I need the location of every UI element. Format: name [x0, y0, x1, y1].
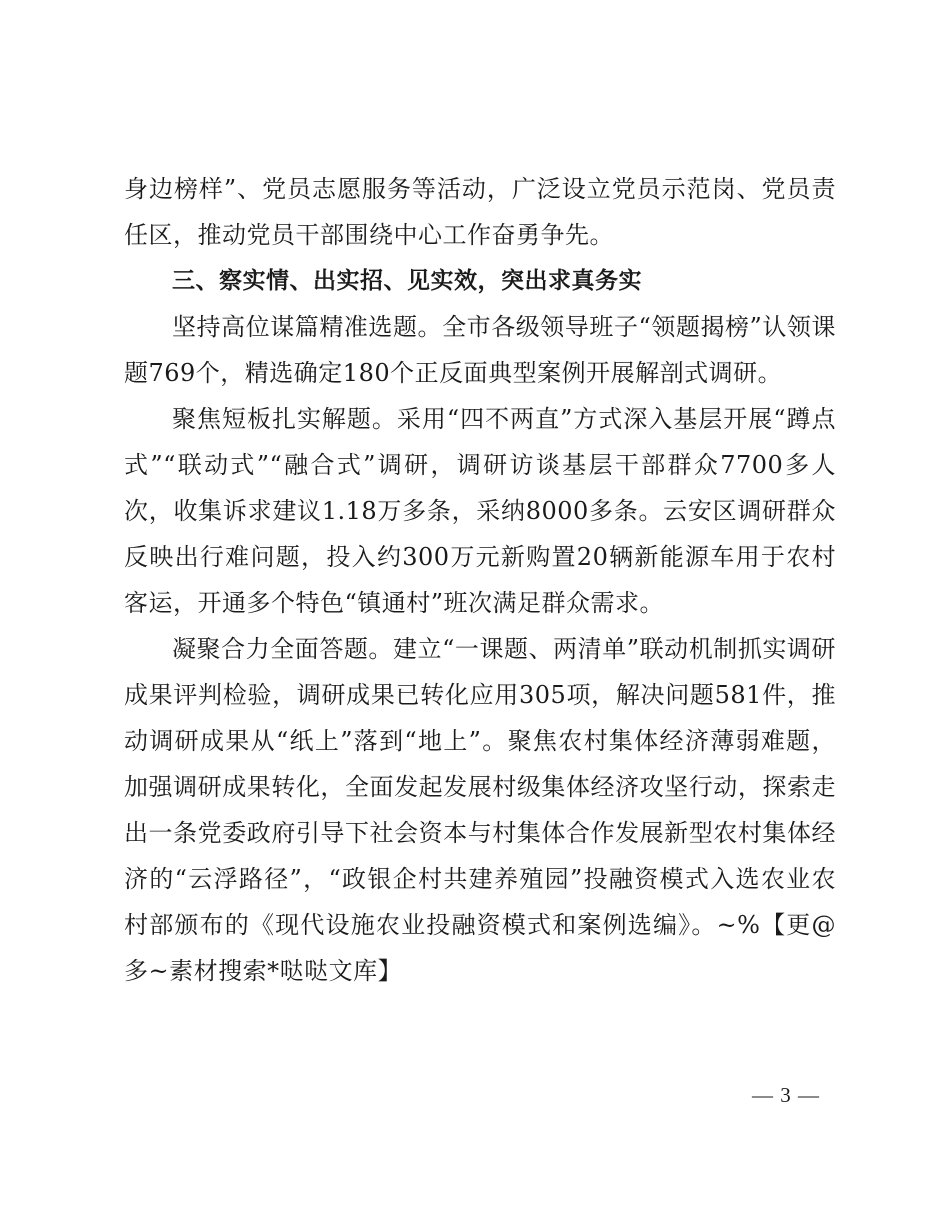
page-number: — 3 — [752, 1083, 820, 1107]
paragraph-joint-answers: 凝聚合力全面答题。建立“一课题、两清单”联动机制抓实调研成果评判检验，调研成果已转化应用305项，解决问题581件，推动调研成果从“纸上”落到“地上”。聚焦农村集体经济薄弱难题，加强调研成果转化，全面发起发展村级集体经济攻坚行动，探索走出一条党委政府引导下社会资本与村集体合作发展新型农村集体经济的“云浮路径”，“政银企村共建养殖园”投融资模式入选农业农村部颁布的《现代设施农业投融资模式和案例选编》。~%【更@多~素材搜索*哒哒文库】 [124, 635, 836, 985]
paragraph-continuation: 身边榜样”、党员志愿服务等活动，广泛设立党员示范岗、党员责任区，推动党员干部围绕中心工作奋勇争先。 [124, 175, 836, 249]
paragraph-topic-selection: 坚持高位谋篇精准选题。全市各级领导班子“领题揭榜”认领课题769个，精选确定180个正反面典型案例开展解剖式调研。 [124, 313, 836, 387]
document-body [124, 166, 836, 994]
paragraph-problem-solving: 聚焦短板扎实解题。采用“四不两直”方式深入基层开展“蹲点式”“联动式”“融合式”调研，调研访谈基层干部群众7700多人次，收集诉求建议1.18万多条，采纳8000多条。云安区调研群众反映出行难问题，投入约300万元新购置20辆新能源车用于农村客运，开通多个特色“镇通村”班次满足群众需求。 [124, 405, 836, 617]
section-heading: 三、察实情、出实招、见实效，突出求真务实 [172, 268, 642, 294]
